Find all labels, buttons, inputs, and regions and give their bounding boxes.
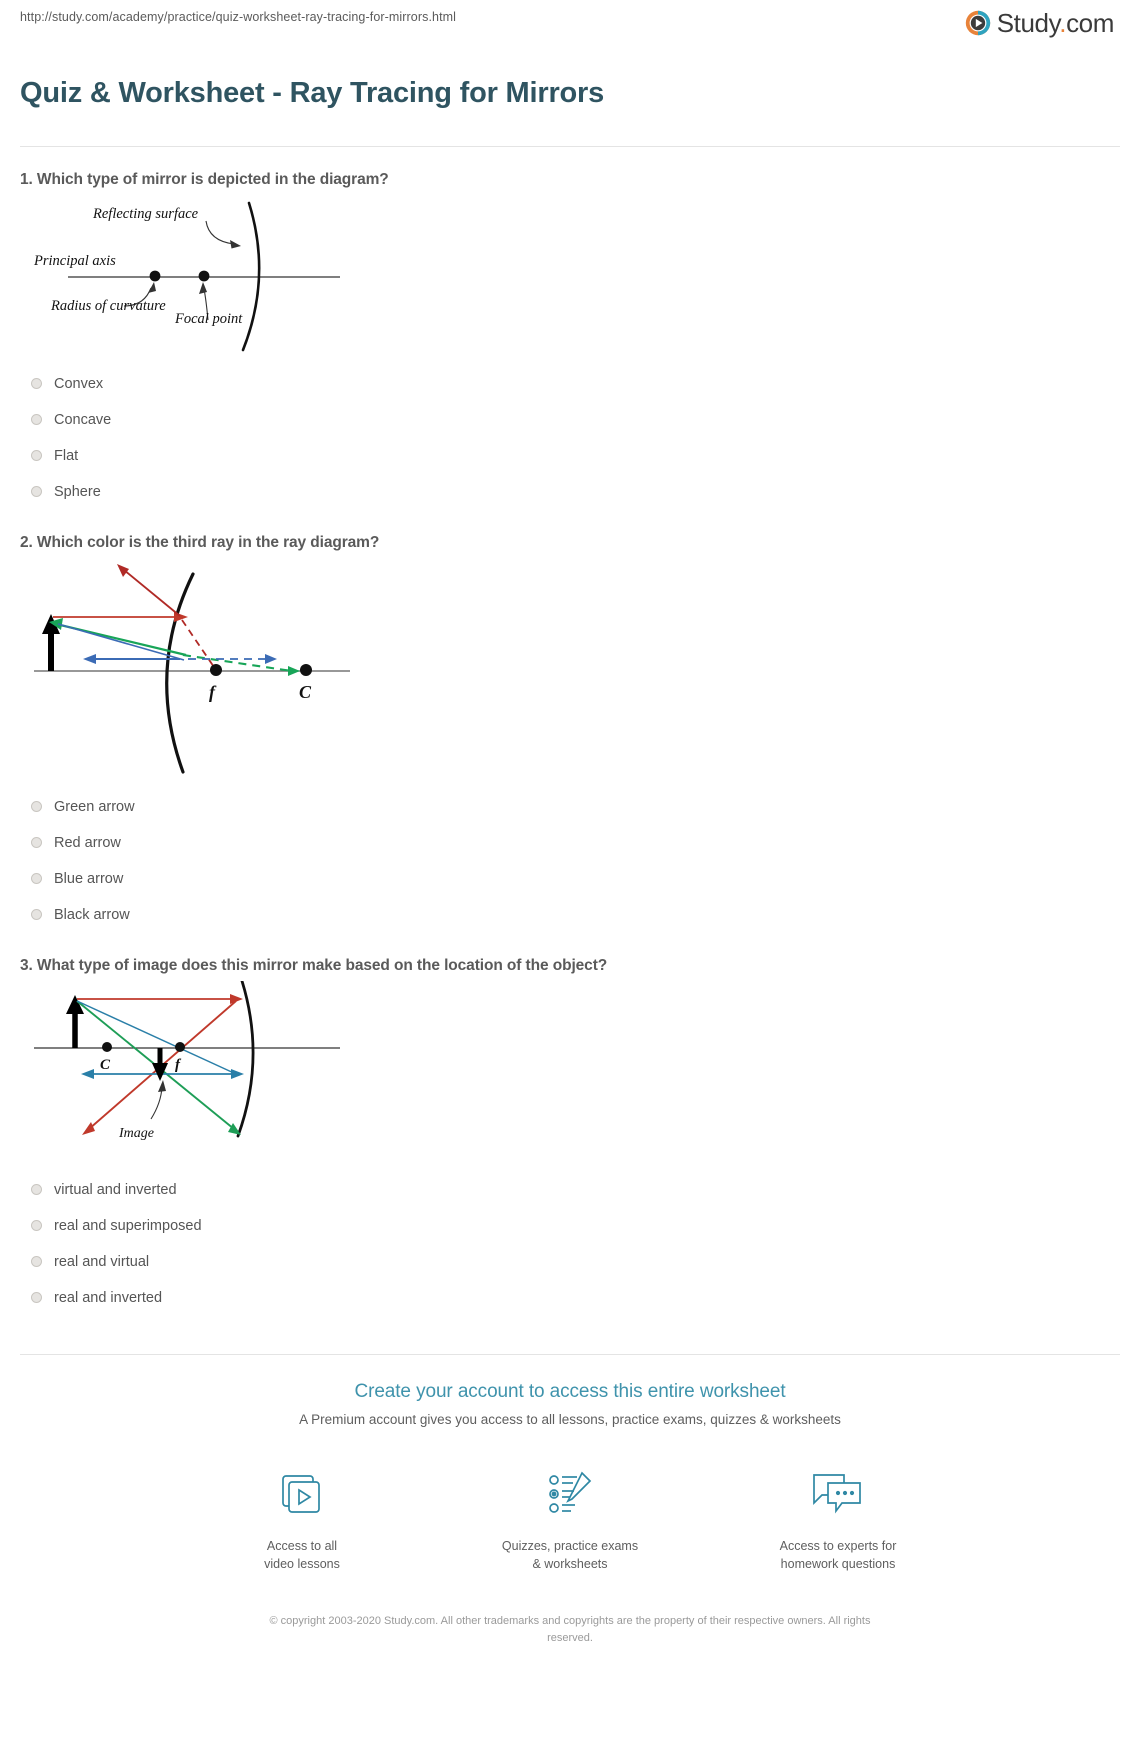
perk-quizzes-worksheets — [480, 1467, 660, 1573]
radio-button[interactable] — [31, 378, 42, 389]
label-center-c: C — [100, 1056, 111, 1073]
red-virtual-ray-dashed — [182, 620, 216, 670]
perk-label-line1: Access to experts for — [779, 1538, 897, 1553]
play-circle-icon — [965, 10, 991, 36]
focal-point-dot — [199, 270, 210, 281]
question-1 — [16, 147, 1124, 510]
radio-button[interactable] — [31, 414, 42, 425]
logo-dot: . — [1059, 8, 1067, 38]
question-3-text: 3. What type of image does this mirror make based on the location of the object? — [20, 956, 608, 974]
option-virtual-and-inverted[interactable] — [20, 1172, 1120, 1208]
image-leader — [151, 1087, 162, 1119]
label-principal-axis: Principal axis — [34, 252, 116, 269]
copyright-line1: © copyright 2003-2020 Study.com. All other trademarks and copyrights are the property of their respective owners. All rights — [269, 1615, 871, 1628]
option-real-and-superimposed[interactable] — [20, 1208, 1120, 1244]
radio-button[interactable] — [31, 873, 42, 884]
reflecting-surface-leader — [206, 221, 234, 244]
perk-label-line1: Quizzes, practice exams — [501, 1538, 639, 1553]
radio-button[interactable] — [31, 1256, 42, 1267]
green-virtual-ray-dashed — [183, 655, 292, 671]
question-3-figure — [20, 981, 1120, 1166]
option-label: Convex — [54, 375, 104, 392]
label-image: Image — [119, 1125, 154, 1141]
option-red-arrow[interactable] — [20, 825, 1120, 861]
copyright-line2: reserved. — [547, 1631, 593, 1644]
question-2 — [16, 510, 1124, 933]
option-label: virtual and inverted — [54, 1181, 177, 1198]
blue-reflected-arrowhead — [83, 654, 96, 664]
option-green-arrow[interactable] — [20, 789, 1120, 825]
perk-video-lessons — [212, 1467, 392, 1573]
radio-button[interactable] — [31, 909, 42, 920]
label-focal-point: Focal point — [175, 310, 243, 327]
page-title: Quiz & Worksheet - Ray Tracing for Mirrors — [20, 77, 605, 110]
perk-label-line2: & worksheets — [532, 1556, 608, 1571]
label-focal-point-f: f — [209, 681, 215, 702]
green-virtual-arrowhead — [288, 666, 300, 676]
radio-button[interactable] — [31, 801, 42, 812]
focal-point-arrowhead — [199, 282, 207, 294]
image-leader-arrowhead — [158, 1080, 166, 1092]
label-focal-point-f: f — [175, 1056, 180, 1073]
option-convex[interactable] — [20, 366, 1120, 402]
option-label: Blue arrow — [54, 870, 124, 887]
perk-experts-homework — [748, 1467, 928, 1573]
option-label: Green arrow — [54, 798, 135, 815]
perk-label — [502, 1523, 638, 1573]
perk-label-line2: homework questions — [780, 1556, 896, 1571]
concave-mirror-labeled-diagram — [20, 195, 360, 360]
mirror-arc — [238, 981, 253, 1136]
perk-label — [780, 1523, 897, 1573]
perks-list — [16, 1427, 1124, 1573]
radio-button[interactable] — [31, 837, 42, 848]
video-play-stack-icon — [276, 1467, 328, 1523]
option-label: Concave — [54, 411, 112, 428]
create-account-cta — [16, 1355, 1124, 1646]
option-label: real and superimposed — [54, 1217, 202, 1234]
radius-of-curvature-point — [150, 270, 161, 281]
cta-heading[interactable]: Create your account to access this entire worksheet — [354, 1380, 786, 1402]
label-radius-of-curvature: Radius of curvature — [51, 297, 166, 314]
label-center-c: C — [299, 681, 312, 702]
question-3 — [16, 933, 1124, 1316]
option-blue-arrow[interactable] — [20, 861, 1120, 897]
question-1-text: 1. Which type of mirror is depicted in the diagram? — [20, 170, 389, 188]
option-label: real and virtual — [54, 1253, 150, 1270]
option-sphere[interactable] — [20, 474, 1120, 510]
radio-button[interactable] — [31, 486, 42, 497]
center-of-curvature-point — [102, 1042, 112, 1052]
logo-tld-text: com — [1066, 8, 1114, 38]
convex-mirror-ray-diagram — [20, 558, 360, 783]
option-black-arrow[interactable] — [20, 897, 1120, 933]
question-2-options — [20, 783, 1120, 933]
radio-button[interactable] — [31, 1184, 42, 1195]
perk-label-line1: Access to all — [266, 1538, 338, 1553]
option-flat[interactable] — [20, 438, 1120, 474]
blue-virtual-arrowhead — [265, 654, 277, 664]
radio-button[interactable] — [31, 1292, 42, 1303]
study-com-logo[interactable] — [965, 10, 1120, 36]
perk-label — [264, 1523, 340, 1573]
red-incident-arrowhead — [230, 994, 243, 1004]
question-1-options — [20, 360, 1120, 510]
option-label: Sphere — [54, 483, 101, 500]
question-3-options — [20, 1166, 1120, 1316]
perk-label-line2: video lessons — [264, 1556, 340, 1571]
copyright-notice — [16, 1573, 1124, 1646]
quiz-pencil-icon — [544, 1467, 596, 1523]
option-concave[interactable] — [20, 402, 1120, 438]
concave-mirror-image-formation-diagram — [20, 981, 360, 1166]
option-real-and-inverted[interactable] — [20, 1280, 1120, 1316]
focal-point-dot — [210, 664, 222, 676]
blue-incident-ray — [58, 624, 184, 660]
option-label: real and inverted — [54, 1289, 163, 1306]
red-reflected-arrowhead — [117, 564, 129, 577]
question-2-figure — [20, 558, 1120, 783]
radio-button[interactable] — [31, 450, 42, 461]
mirror-arc — [167, 574, 193, 772]
blue-ray-right-arrowhead — [231, 1069, 244, 1079]
radius-arrowhead — [148, 282, 156, 293]
logo-wordmark — [997, 10, 1114, 36]
label-reflecting-surface: Reflecting surface — [93, 205, 199, 222]
focal-point-dot — [175, 1042, 185, 1052]
chat-bubbles-icon — [810, 1467, 866, 1523]
reflecting-surface-arrowhead — [230, 240, 241, 249]
option-real-and-virtual[interactable] — [20, 1244, 1120, 1280]
red-reflected-arrowhead — [82, 1122, 95, 1135]
red-reflected-ray — [124, 570, 180, 616]
blue-reflected-arrowhead — [81, 1069, 94, 1079]
center-of-curvature-point — [300, 664, 312, 676]
page-url: http://study.com/academy/practice/quiz-worksheet-ray-tracing-for-mirrors.html — [20, 10, 457, 24]
option-label: Red arrow — [54, 834, 121, 851]
question-2-text: 2. Which color is the third ray in the ray diagram? — [20, 533, 380, 551]
radio-button[interactable] — [31, 1220, 42, 1231]
option-label: Flat — [54, 447, 79, 464]
browser-header — [16, 0, 1124, 44]
cta-subheading: A Premium account gives you access to all lessons, practice exams, quizzes & worksheets — [299, 1411, 841, 1427]
question-1-figure — [20, 195, 1120, 360]
option-label: Black arrow — [54, 906, 130, 923]
logo-brand-name: Study — [996, 8, 1060, 38]
